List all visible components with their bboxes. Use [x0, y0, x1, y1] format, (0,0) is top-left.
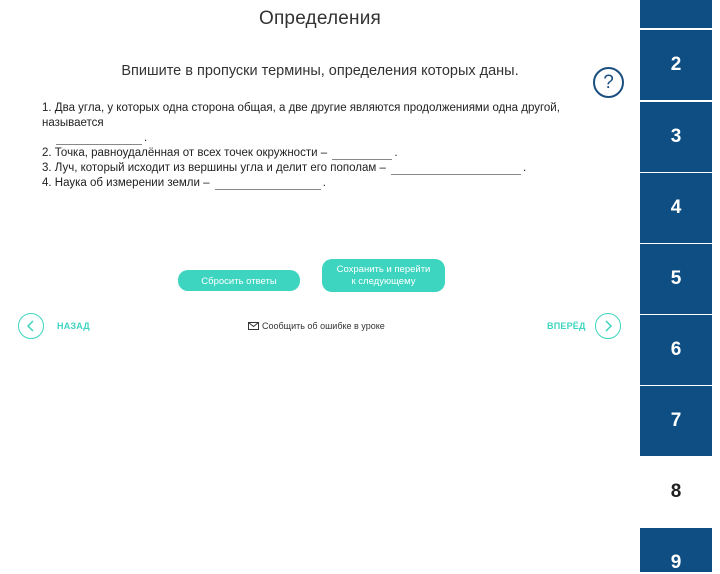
slide-number: 2: [670, 54, 682, 75]
forward-arrow-button[interactable]: [595, 313, 621, 339]
reset-answers-button[interactable]: Сбросить ответы: [178, 270, 300, 291]
question-number: 1.: [42, 102, 52, 114]
slide-number: 8: [670, 481, 682, 502]
question-3: [42, 161, 602, 176]
back-link[interactable]: НАЗАД: [57, 321, 90, 331]
chevron-left-icon: [24, 319, 38, 333]
question-4: [42, 176, 602, 191]
slide-9[interactable]: [640, 528, 712, 572]
question-suffix: .: [394, 147, 398, 159]
slide-3[interactable]: [640, 102, 712, 172]
question-text: Луч, который исходит из вершины угла и делит его пополам –: [54, 162, 386, 174]
help-icon[interactable]: ?: [593, 67, 624, 98]
question-text: Наука об измерении земли –: [54, 177, 210, 189]
slide-7[interactable]: [640, 386, 712, 456]
report-error-link[interactable]: [248, 321, 385, 331]
slide-6[interactable]: [640, 315, 712, 385]
save-button-line1: Сохранить и перейти: [336, 263, 431, 275]
slide-2[interactable]: [640, 30, 712, 100]
envelope-icon: [248, 322, 259, 330]
instruction-text: Впишите в пропуски термины, определения которых даны.: [121, 63, 519, 79]
question-suffix: .: [322, 177, 326, 189]
report-error-label: Сообщить об ошибке в уроке: [262, 321, 385, 331]
right-edge: [712, 0, 720, 572]
question-suffix: .: [523, 162, 527, 174]
question-2: [42, 146, 602, 161]
question-text: Два угла, у которых одна сторона общая, а две другие являются продолжениями одна другой, называется: [42, 102, 560, 129]
question-number: 3.: [42, 162, 52, 174]
question-text: Точка, равноудалённая от всех точек окружности –: [54, 147, 328, 159]
question-1: [42, 101, 602, 146]
slide-number: 9: [670, 552, 682, 573]
page-title: Определения: [258, 8, 382, 29]
slides-sidebar: [640, 0, 712, 572]
question-number: 2.: [42, 147, 52, 159]
slide-1[interactable]: [640, 0, 712, 28]
answer-input-3[interactable]: [391, 162, 521, 175]
question-suffix: .: [144, 132, 148, 144]
slide-number: 5: [670, 268, 682, 289]
slide-4[interactable]: [640, 173, 712, 243]
save-button-line2: к следующему: [351, 275, 416, 287]
questions-list: [28, 101, 602, 191]
answer-input-1[interactable]: [56, 132, 142, 145]
slide-number: 4: [670, 197, 682, 218]
slide-5[interactable]: [640, 244, 712, 314]
answer-input-4[interactable]: [215, 177, 321, 190]
slide-8-active[interactable]: [640, 457, 712, 527]
chevron-right-icon: [601, 319, 615, 333]
back-arrow-button[interactable]: [18, 313, 44, 339]
question-number: 4.: [42, 177, 52, 189]
slide-number: 7: [670, 410, 682, 431]
slide-number: 3: [670, 126, 682, 147]
slide-number: 6: [670, 339, 682, 360]
save-and-next-button[interactable]: [322, 259, 445, 292]
forward-link[interactable]: ВПЕРЁД: [547, 321, 586, 331]
answer-input-2[interactable]: [332, 147, 392, 160]
